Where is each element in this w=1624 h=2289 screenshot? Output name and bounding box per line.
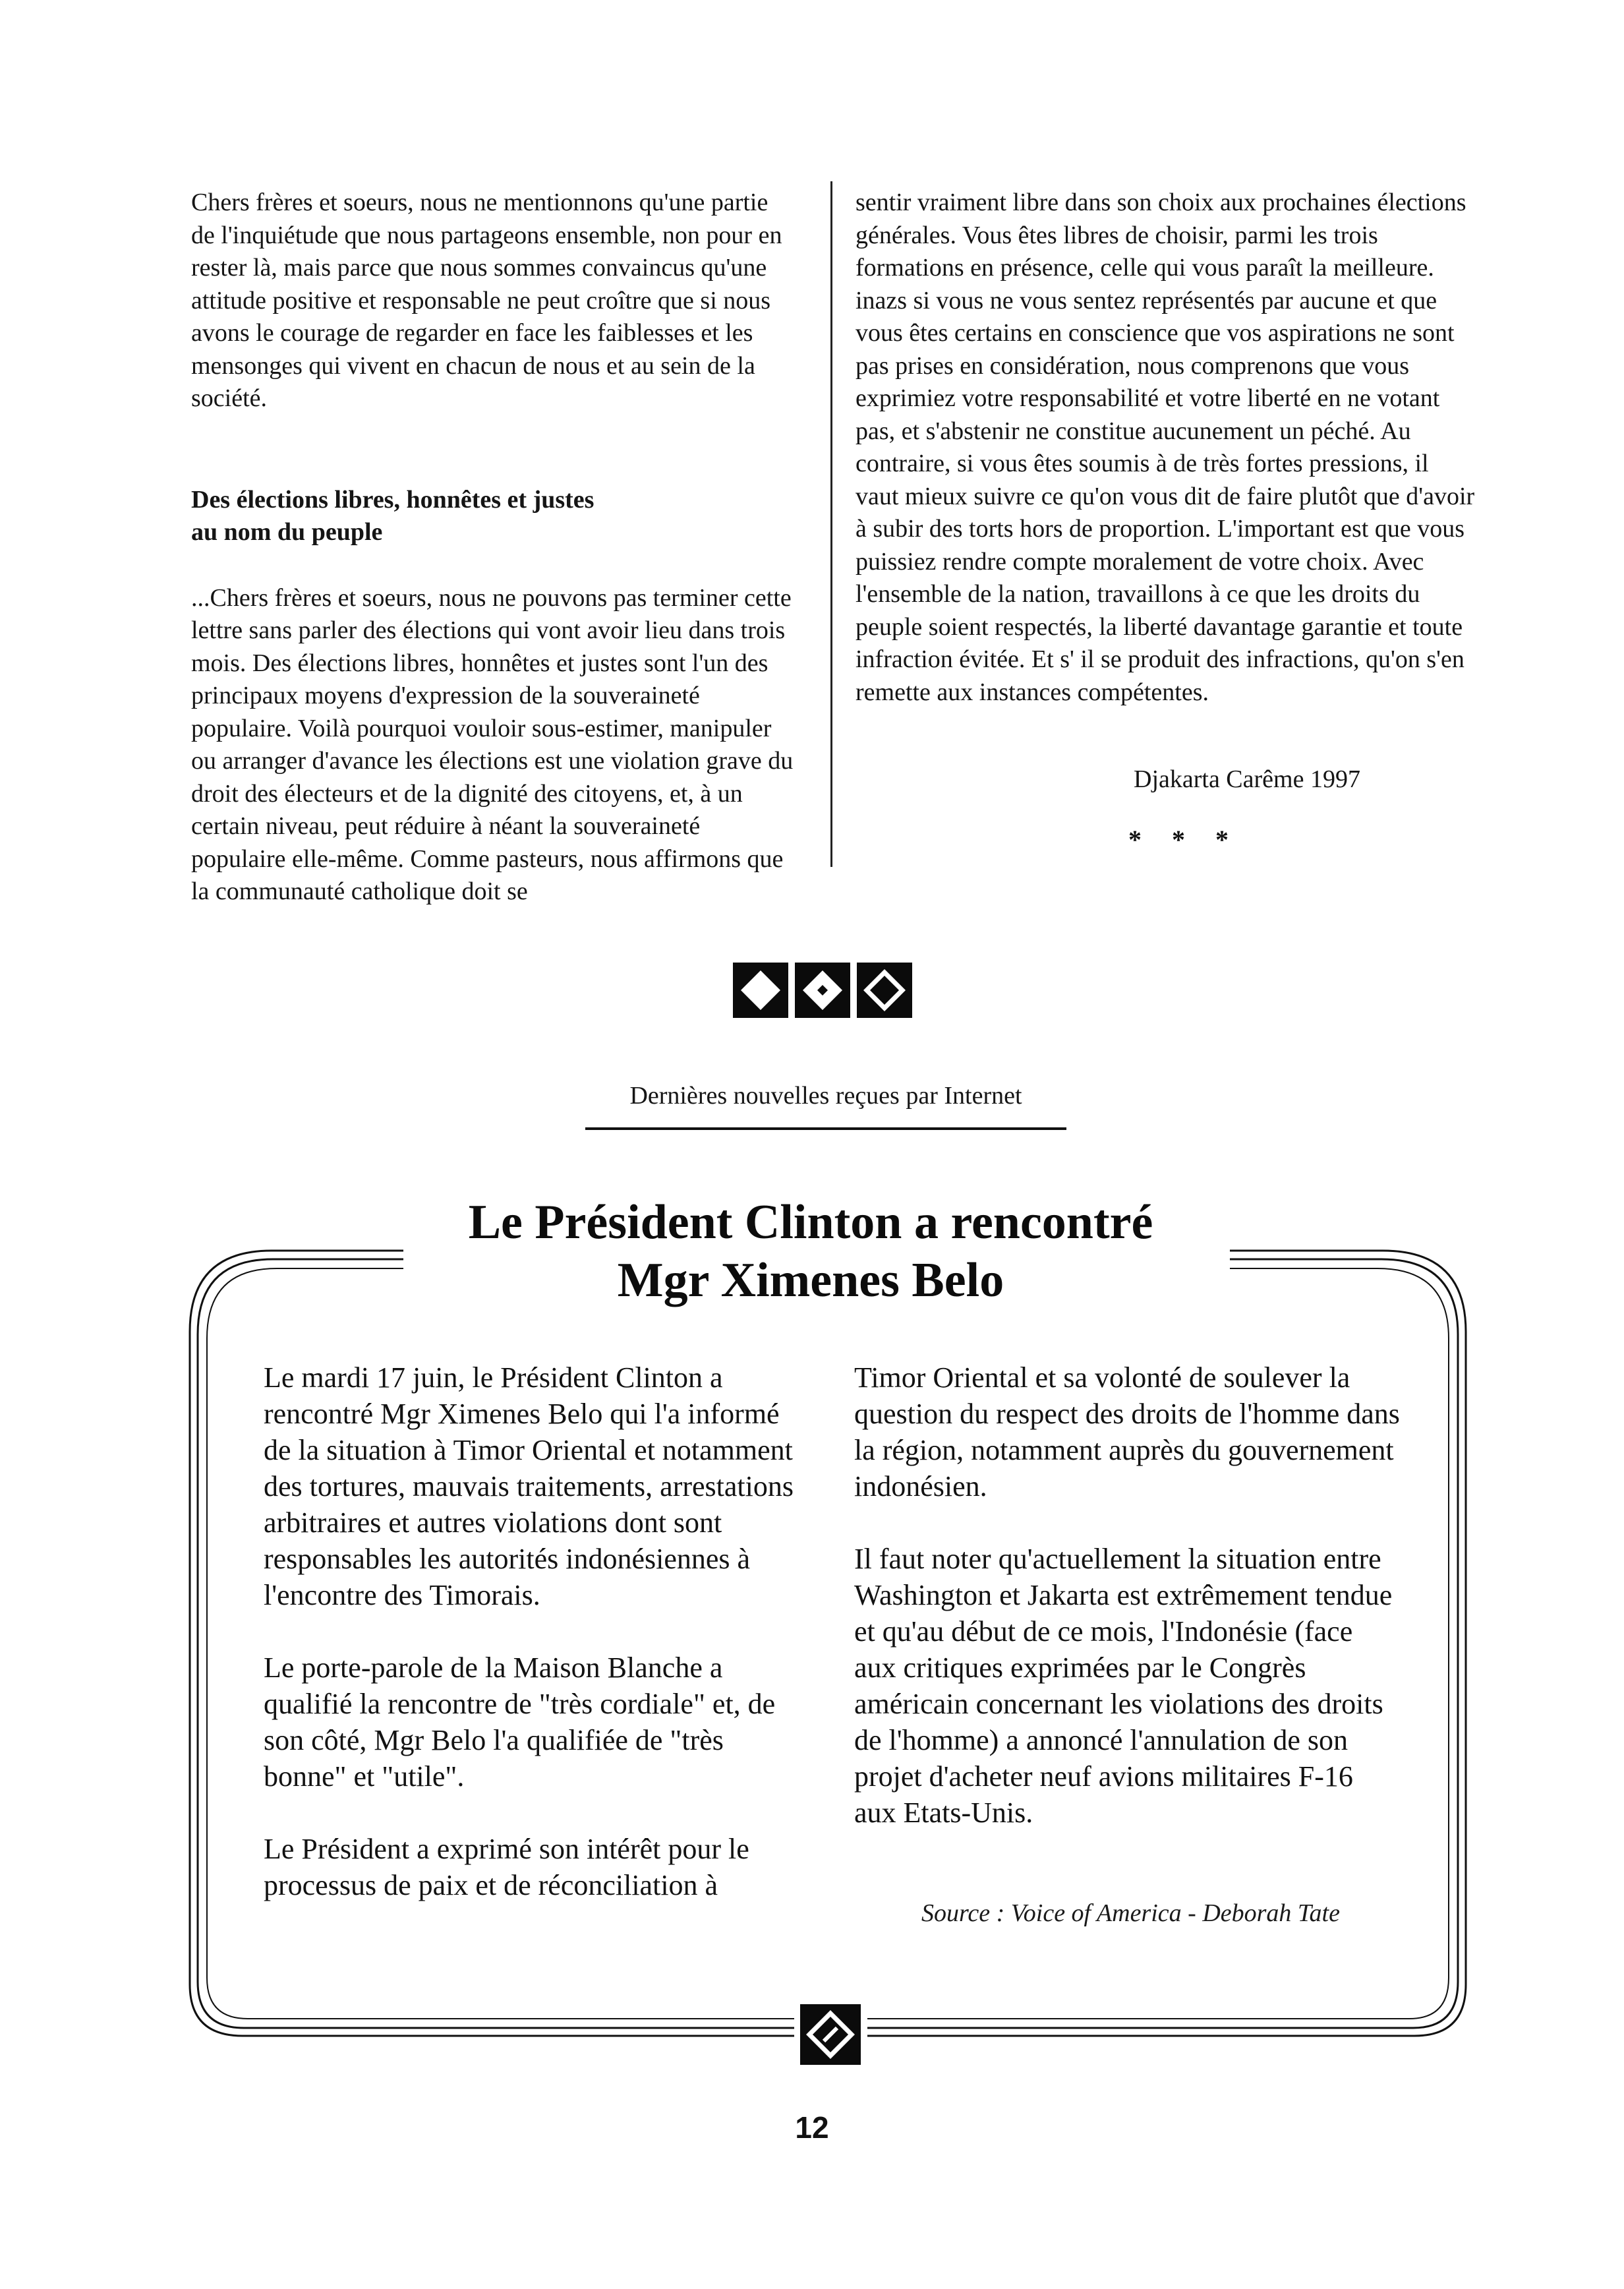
news-kicker: Dernières nouvelles reçues par Internet — [629, 1082, 1022, 1110]
news-paragraph: Le mardi 17 juin, le Président Clinton a rencontré Mgr Ximenes Belo qui l'a informé de la situation à Timor Oriental et notamment des tortures, mauvais traitements, arrestations arbitraires et autres violations dont sont responsables les autorités indonésiennes à l'encontre des Timorais. — [264, 1361, 794, 1611]
news-paragraph: Le porte-parole de la Maison Blanche a qualifié la rencontre de "très cordiale" et, de son côté, Mgr Belo l'a qualifiée de "très bonne" et "utile". — [264, 1651, 776, 1793]
letter-elections-paragraph: ...Chers frères et soeurs, nous ne pouvons pas terminer cette lettre sans parler des élections qui vont avoir lieu dans trois mois. Des élections libres, honnêtes et justes sont l'un des principaux moyens d'expression de la souveraineté populaire. Voilà pourquoi vouloir sous-estimer, manipuler ou arranger d'avance les élections est une violation grave du droit des électeurs et de la dignité des citoyens, et, à un certain niveau, peut réduire à néant la souveraineté populaire elle-même. Comme pasteurs, nous affirmons que la communauté catholique doit se — [191, 583, 794, 905]
news-source: Source : Voice of America - Deborah Tate — [921, 1899, 1340, 1927]
section-heading-line1: Des élections libres, honnêtes et justes — [191, 485, 594, 514]
news-paragraph: Timor Oriental et sa volonté de soulever la question du respect des droits de l'homme dans la région, notamment auprès du gouvernement indonésien. — [854, 1361, 1400, 1502]
news-headline-line1: Le Président Clinton a rencontré — [468, 1195, 1153, 1249]
letter-signature: Djakarta Carême 1997 — [1134, 765, 1360, 793]
section-end-stars: * * * — [1128, 825, 1240, 854]
news-right-column — [854, 1359, 1401, 1831]
news-left-column — [264, 1359, 811, 1903]
letter-intro-paragraph: Chers frères et soeurs, nous ne mentionnons qu'une partie de l'inquiétude que nous partageons ensemble, non pour en rester là, mais parce que nous sommes convaincus qu'une attitude positive et responsable ne peut croître que si nous avons le courage de regarder en face les faiblesses et les mensonges qui vivent en chacun de nous et au sein de la société. — [191, 189, 782, 412]
linked-diamond-icon — [800, 2004, 861, 2065]
page-number: 12 — [795, 2110, 829, 2145]
news-headline-line2: Mgr Ximenes Belo — [617, 1253, 1004, 1307]
section-heading-line2: au nom du peuple — [191, 518, 383, 546]
letter-continuation-paragraph: sentir vraiment libre dans son choix aux prochaines élections générales. Vous êtes libres de choisir, parmi les trois formations en présence, celle qui vous paraît la meilleure. inazs si vous ne vous sentez représentés par aucune et que vous êtes certains en conscience que vos aspirations ne sont pas prises en considération, nous comprenons que vous exprimiez votre responsabilité et votre liberté en ne votant pas, et s'abstenir ne constitue aucunement un péché. Au contraire, si vous êtes soumis à de très fortes pressions, il vaut mieux suivre ce qu'on vous dit de faire plutôt que d'avoir à subir des torts hors de proportion. L'important est que vous puissiez rendre compte moralement de votre choix. Avec l'ensemble de la nation, travaillons à ce que les droits du peuple soient respectés, la liberté davantage garantie et toute infraction évitée. Et s' il se produit des infractions, qu'on s'en remette aux instances compétentes. — [856, 189, 1475, 706]
news-paragraph: Il faut noter qu'actuellement la situation entre Washington et Jakarta est extrêmement tendue et qu'au début de ce mois, l'Indonésie (face aux critiques exprimées par le Congrès américain concernant les violations des droits de l'homme) a annoncé l'annulation de son projet d'acheter neuf avions militaires F-16 aux Etats-Unis. — [854, 1543, 1393, 1829]
news-paragraph: Le Président a exprimé son intérêt pour le processus de paix et de réconciliation à — [264, 1833, 749, 1901]
